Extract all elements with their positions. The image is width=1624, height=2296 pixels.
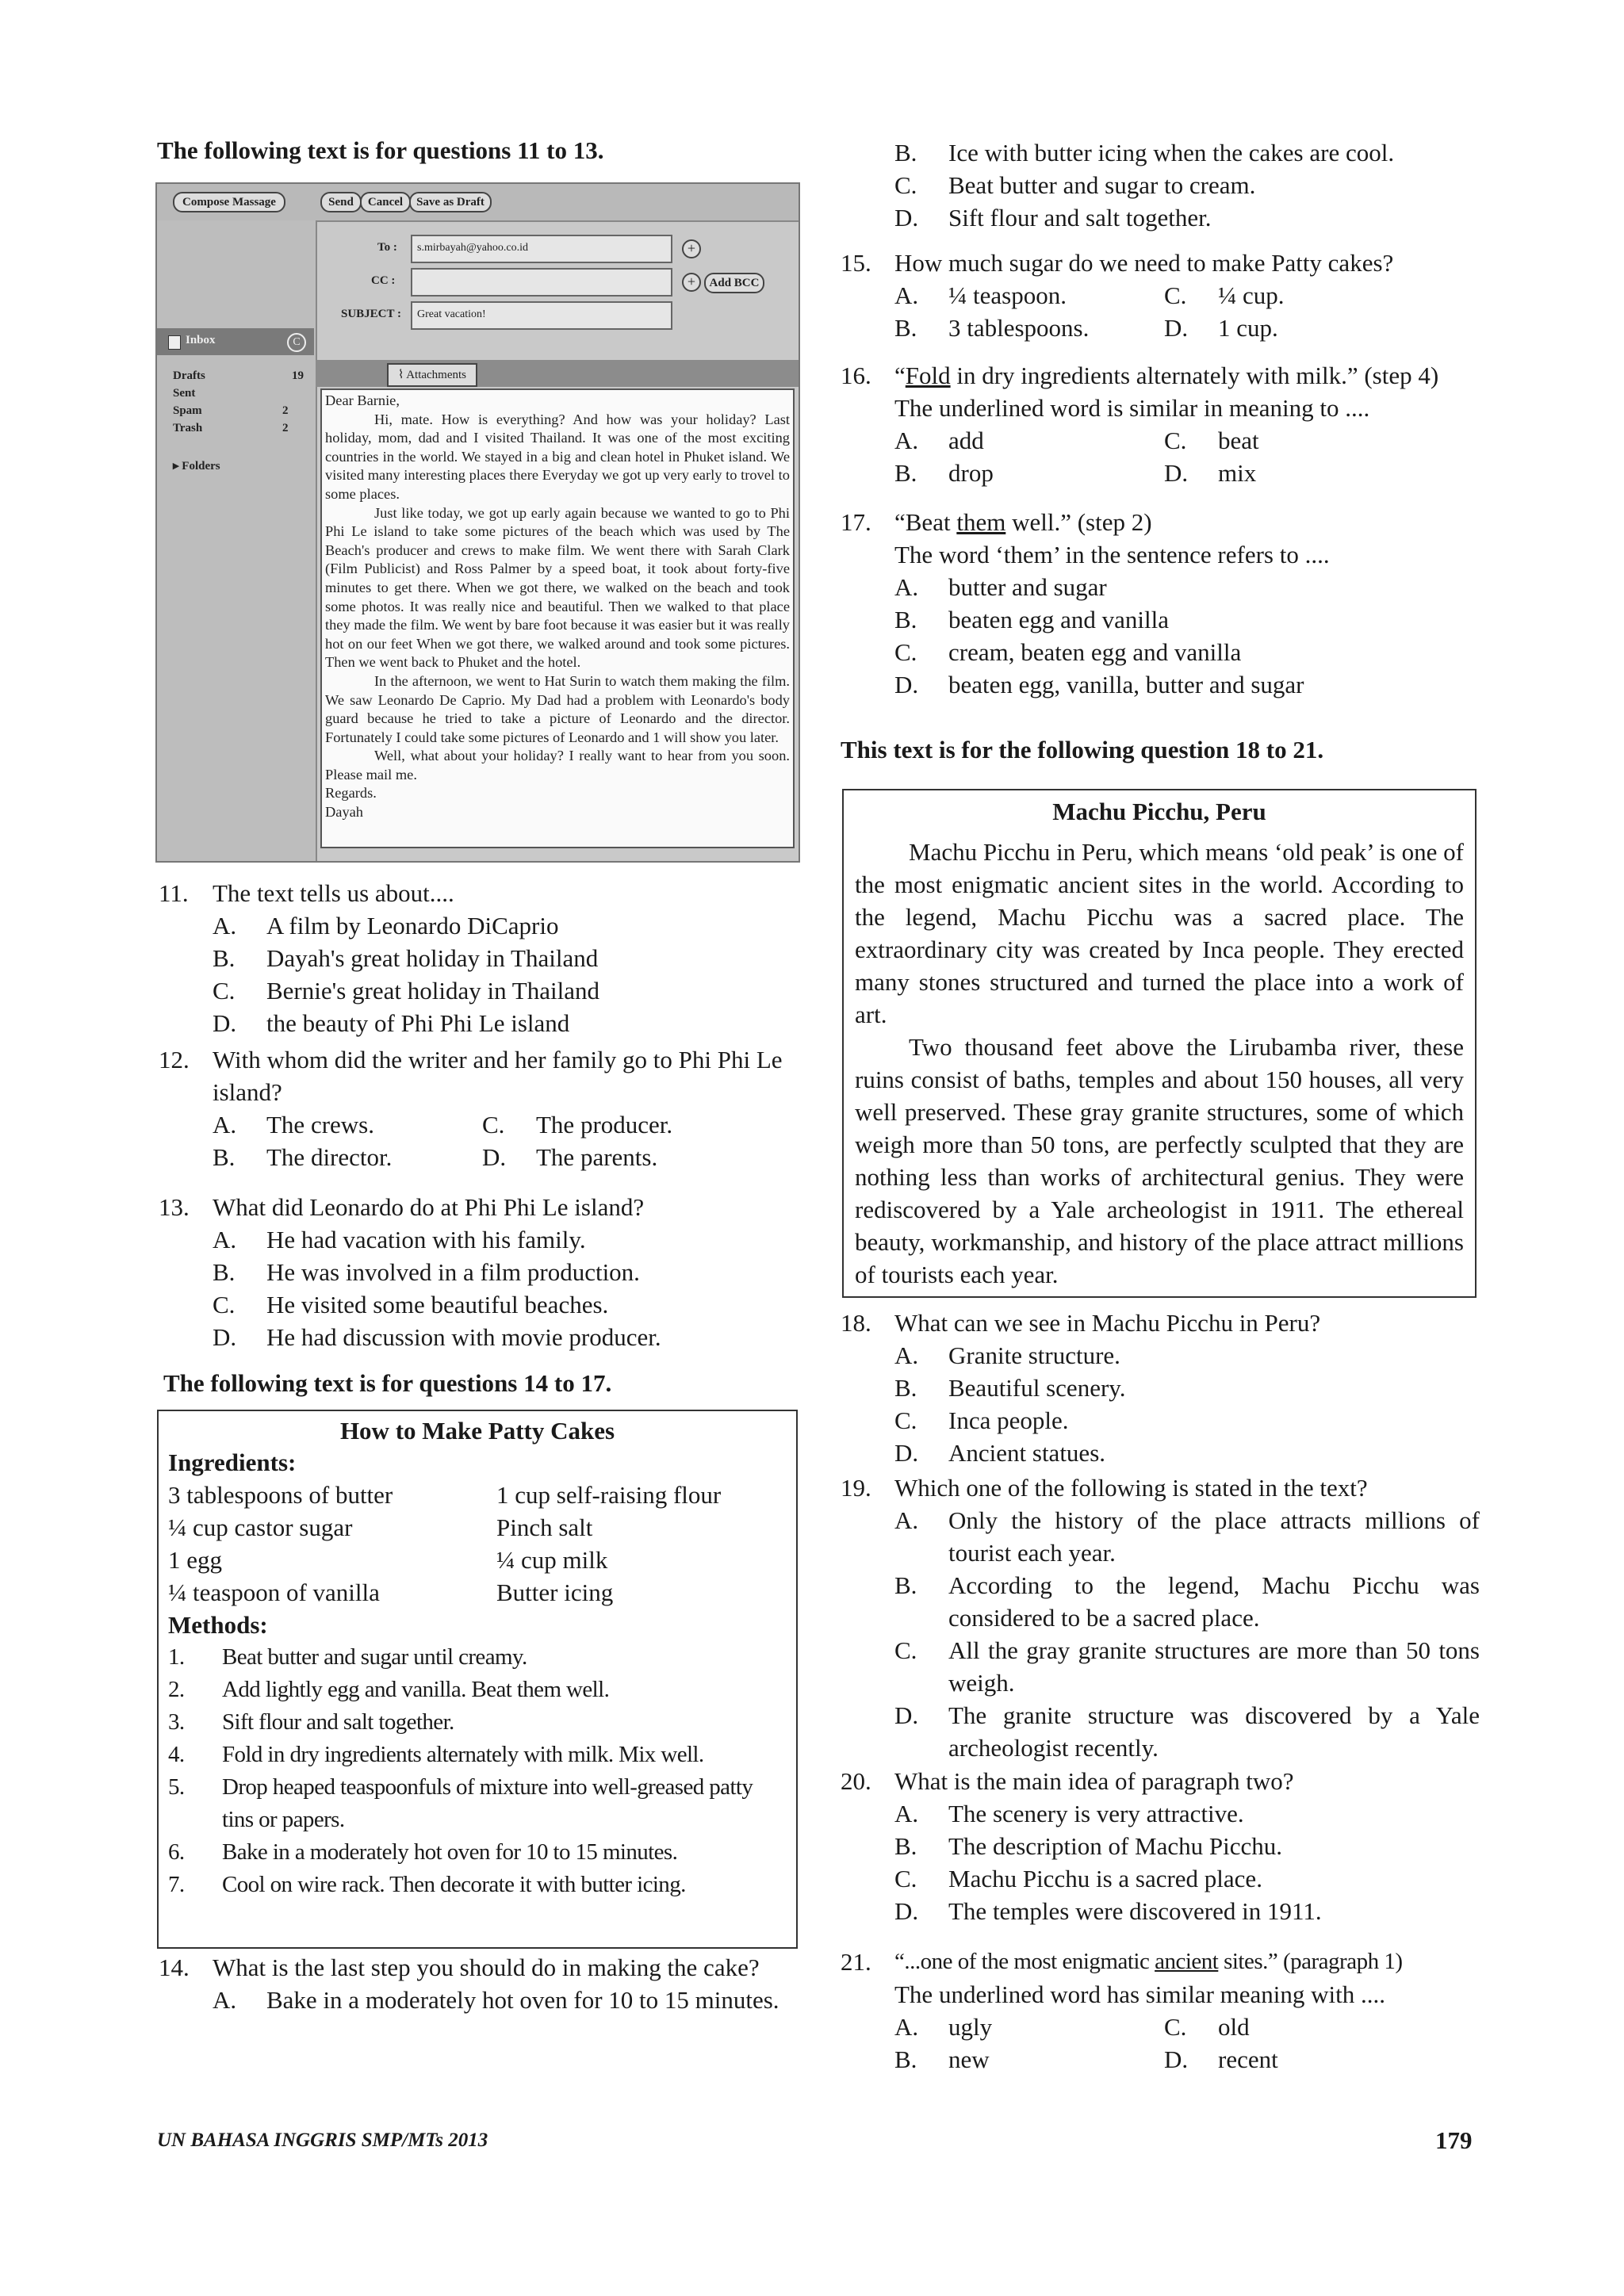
method-step: 1. Beat butter and sugar until creamy.	[168, 1644, 527, 1670]
method-step: 5. Drop heaped teaspoonfuls of mixture into well-greased patty tins or papers.	[168, 1774, 753, 1832]
option-a[interactable]: A. Only the history of the place attracts millions of tourist each year.	[894, 1506, 1480, 1567]
option-d[interactable]: D. Sift flour and salt together.	[894, 204, 1212, 232]
to-field[interactable]: s.mirbayah@yahoo.co.id	[411, 235, 672, 263]
ingredients-right-column	[496, 1479, 721, 1609]
email-signature: Dayah	[325, 804, 363, 821]
option-c[interactable]: C. He visited some beautiful beaches.	[213, 1291, 609, 1318]
underlined-word: Fold	[905, 362, 951, 389]
option-c[interactable]: C.	[1164, 281, 1187, 309]
sidebar-item-spam[interactable]: Spam 2	[173, 404, 289, 417]
ingredient-item: ¼ cup milk	[496, 1546, 608, 1574]
option-b-text: 3 tablespoons.	[948, 314, 1090, 342]
question-stem: How much sugar do we need to make Patty cakes?	[894, 249, 1394, 277]
option-a[interactable]: A. The scenery is very attractive.	[894, 1800, 1244, 1827]
method-step: 7. Cool on wire rack. Then decorate it with butter icing.	[168, 1872, 686, 1897]
option-b[interactable]: B.	[894, 2045, 917, 2073]
option-a[interactable]: A.	[894, 427, 919, 454]
question-number: 16.	[841, 362, 871, 389]
question-21	[841, 1946, 1480, 2076]
chevron-right-icon: ▸	[173, 460, 182, 473]
question-stem: What is the main idea of paragraph two?	[894, 1767, 1294, 1795]
method-step: 3. Sift flour and salt together.	[168, 1709, 454, 1735]
email-body[interactable]	[320, 388, 795, 848]
section-heading-q11-13: The following text is for questions 11 to 13.	[157, 136, 604, 164]
method-step: 6. Bake in a moderately hot oven for 10 to 15 minutes.	[168, 1839, 678, 1865]
option-c[interactable]: C.	[1164, 2013, 1187, 2041]
option-a[interactable]: A. He had vacation with his family.	[213, 1226, 586, 1253]
question-20	[841, 1765, 1475, 1927]
sidebar-item-drafts[interactable]: Drafts 19	[173, 369, 304, 382]
question-stem: Which one of the following is stated in the text?	[894, 1474, 1368, 1502]
to-label: To :	[377, 241, 397, 254]
option-d[interactable]: D.	[482, 1143, 507, 1171]
question-number: 17.	[841, 508, 871, 536]
option-d-text: The parents.	[536, 1143, 658, 1171]
option-c-text: beat	[1218, 427, 1259, 454]
question-number: 20.	[841, 1767, 871, 1795]
option-d-text: recent	[1218, 2045, 1278, 2073]
option-b-text: drop	[948, 459, 994, 487]
sidebar-item-sent[interactable]: Sent	[173, 387, 196, 400]
section-heading-q18-21: This text is for the following question 18 to 21.	[841, 736, 1324, 763]
question-18	[841, 1307, 1475, 1469]
option-a[interactable]: A. Bake in a moderately hot oven for 10 to 15 minutes.	[213, 1986, 779, 2014]
add-cc-icon[interactable]: +	[682, 273, 701, 292]
add-bcc-button[interactable]: Add BCC	[704, 273, 764, 293]
question-number: 15.	[841, 249, 871, 277]
option-d[interactable]: D. He had discussion with movie producer.	[213, 1323, 661, 1351]
underlined-word: them	[956, 508, 1006, 536]
methods-label: Methods:	[168, 1611, 268, 1639]
option-d[interactable]: D. beaten egg, vanilla, butter and sugar	[894, 671, 1304, 698]
option-d-text: 1 cup.	[1218, 314, 1278, 342]
option-b[interactable]: B. According to the legend, Machu Picchu was considered to be a sacred place.	[894, 1571, 1480, 1632]
ingredient-item: ¼ teaspoon of vanilla	[168, 1578, 380, 1606]
option-c[interactable]: C. Bernie's great holiday in Thailand	[213, 977, 599, 1004]
question-14-continued	[841, 136, 1475, 234]
ingredient-item: Pinch salt	[496, 1513, 593, 1541]
cc-field[interactable]	[411, 268, 672, 297]
email-closing: Regards.	[325, 785, 377, 802]
option-b[interactable]: B. Dayah's great holiday in Thailand	[213, 944, 599, 972]
option-a[interactable]: A. A film by Leonardo DiCaprio	[213, 912, 559, 939]
question-number: 14.	[159, 1954, 190, 1981]
option-c-text: ¼ cup.	[1218, 281, 1285, 309]
email-sidebar	[157, 220, 317, 861]
question-number: 19.	[841, 1474, 871, 1502]
option-a-text: ugly	[948, 2013, 993, 2041]
option-c[interactable]: C. Beat butter and sugar to cream.	[894, 171, 1256, 199]
option-b[interactable]: B.	[894, 459, 917, 487]
ingredient-item: 3 tablespoons of butter	[168, 1481, 393, 1509]
subject-label: SUBJECT :	[341, 308, 401, 320]
option-a[interactable]: A. butter and sugar	[894, 573, 1107, 601]
question-17	[841, 506, 1475, 701]
question-stem: The text tells us about....	[213, 879, 454, 907]
question-16	[841, 359, 1475, 489]
ingredient-item: 1 egg	[168, 1546, 223, 1574]
option-a[interactable]: A.	[894, 2013, 919, 2041]
option-c[interactable]: C. cream, beaten egg and vanilla	[894, 638, 1242, 666]
option-a-text: The crews.	[266, 1111, 374, 1138]
email-screenshot	[155, 182, 800, 863]
option-d[interactable]: D.	[1164, 459, 1189, 487]
refresh-icon[interactable]: C	[287, 333, 306, 352]
question-number: 12.	[159, 1046, 190, 1073]
question-13	[159, 1191, 801, 1353]
question-stem: What did Leonardo do at Phi Phi Le island?	[213, 1193, 645, 1221]
email-paragraph-2: Just like today, we got up early again because we wanted to go to Phi Phi Le island to take some pictures of the beach which was used by The Beach's producer and crews to make film. We went there with Sarah Clark (Film Publicist) and Ross Palmer by a speed boat, it took about forty-five minutes to get there. When we got there, we walked on the beach and took some photos. It was really nice and beautiful. Then we walked to that place they made the film. We went by bare foot because it was easier but it was really hot on our feet When we got there, we walked around and took some pictures. Then we went back to Phuket and the hotel.	[325, 504, 790, 671]
email-paragraph-4: Well, what about your holiday? I really want to hear from you soon. Please mail me.	[325, 748, 790, 783]
passage-paragraph-2: Two thousand feet above the Lirubamba river, these ruins consist of baths, temples and about 150 houses, all very well preserved. These gray granite structures, some of which weigh more than 50 tons, are perfectly sculpted that they are nothing less than works of architectural genius. They were rediscovered by a Yale archeologist in 1911. The ethereal beauty, workmanship, and history of the place attract millions of tourists each year.	[855, 1033, 1464, 1288]
ingredient-item: 1 cup self-raising flour	[496, 1481, 722, 1509]
ingredients-left-column	[168, 1479, 393, 1609]
option-d[interactable]: D.	[1164, 2045, 1189, 2073]
passage-paragraph-1: Machu Picchu in Peru, which means ‘old peak’ is one of the most enigmatic ancient sites in the world. According to the legend, Machu Picchu was a sacred place. The extraordinary city was created by Inca people. They erected many stones structured and turned the place into a work of art.	[855, 838, 1464, 1028]
option-b-text: new	[948, 2045, 990, 2073]
option-d[interactable]: D. the beauty of Phi Phi Le island	[213, 1009, 570, 1037]
send-button[interactable]: Send	[320, 192, 362, 212]
underlined-word: ancient	[1155, 1949, 1219, 1974]
sidebar-item-folders[interactable]: ▸ Folders	[173, 460, 220, 473]
methods-list	[168, 1641, 787, 1901]
question-stem: With whom did the writer and her family go to Phi Phi Le island?	[213, 1046, 783, 1106]
compose-button[interactable]: Compose Massage	[173, 192, 285, 212]
attachments-button[interactable]: ⌇ Attachments	[387, 363, 477, 387]
option-d[interactable]: D. Ancient statues.	[894, 1439, 1106, 1467]
option-c[interactable]: C. Machu Picchu is a sacred place.	[894, 1865, 1262, 1892]
option-a[interactable]: A. Granite structure.	[894, 1341, 1120, 1369]
question-number: 21.	[841, 1948, 871, 1976]
email-toolbar	[157, 184, 799, 222]
question-stem-line-2: The word ‘them’ in the sentence refers to ....	[894, 541, 1330, 568]
question-number: 11.	[159, 879, 189, 907]
question-11	[159, 877, 801, 1039]
question-stem: “Beat them well.” (step 2)	[894, 508, 1152, 536]
email-greeting: Dear Barnie,	[325, 392, 400, 408]
footer-exam-title: UN BAHASA INGGRIS SMP/MTs 2013	[157, 2130, 488, 2151]
question-stem: “...one of the most enigmatic ancient sites.” (paragraph 1)	[894, 1949, 1403, 1974]
cancel-button[interactable]: Cancel	[360, 192, 411, 212]
question-stem: What is the last step you should do in making the cake?	[213, 1954, 760, 1981]
option-b[interactable]: B. The description of Machu Picchu.	[894, 1832, 1282, 1860]
paperclip-icon: ⌇	[397, 369, 407, 381]
method-step: 2. Add lightly egg and vanilla. Beat them well.	[168, 1677, 610, 1702]
cc-label: CC :	[371, 274, 396, 287]
question-stem-line-2: The underlined word has similar meaning with ....	[894, 1980, 1386, 2008]
subject-field[interactable]: Great vacation!	[411, 301, 672, 330]
question-number: 18.	[841, 1309, 871, 1337]
email-paragraph-3: In the afternoon, we went to Hat Surin to watch them making the film. We saw Leonardo De Caprio. My Dad had a problem with Leonardo's body guard because he tried to take a picture of Leonardo and the director. Fortunately I could take some pictures of Leonardo and 1 will show you later.	[325, 672, 790, 745]
question-15	[841, 247, 1475, 344]
email-paragraph-1: Hi, mate. How is everything? And how was your holiday? Last holiday, mom, dad and I visited Thailand. It was one of the most exciting countries in the world. We stayed in a big and clean hotel in Phuket island. We visited many interesting places there Everyday we got up very early to trovel to some places.	[325, 411, 790, 502]
option-b[interactable]: B.	[894, 314, 917, 342]
option-b[interactable]: B.	[213, 1143, 236, 1171]
inbox-item[interactable]	[157, 328, 314, 355]
reading-passage-box	[842, 789, 1477, 1298]
page-number: 179	[1435, 2126, 1473, 2154]
option-b[interactable]: B. beaten egg and vanilla	[894, 606, 1170, 633]
question-14	[159, 1951, 798, 2016]
save-draft-button[interactable]: Save as Draft	[409, 192, 492, 212]
question-19	[841, 1471, 1480, 1764]
ingredient-item: ¼ cup castor sugar	[168, 1513, 353, 1541]
ingredient-item: Butter icing	[496, 1578, 614, 1606]
option-a-text: add	[948, 427, 984, 454]
option-c[interactable]: C.	[482, 1111, 505, 1138]
method-step: 4. Fold in dry ingredients alternately with milk. Mix well.	[168, 1742, 704, 1767]
option-c[interactable]: C. All the gray granite structures are more than 50 tons weigh.	[894, 1636, 1480, 1697]
option-d[interactable]: D.	[1164, 314, 1189, 342]
recipe-title: How to Make Patty Cakes	[339, 1417, 615, 1445]
add-to-icon[interactable]: +	[682, 239, 701, 258]
option-c[interactable]: C. Inca people.	[894, 1406, 1069, 1434]
option-a-text: ¼ teaspoon.	[948, 281, 1067, 309]
option-c-text: The producer.	[536, 1111, 673, 1138]
option-c[interactable]: C.	[1164, 427, 1187, 454]
option-a[interactable]: A.	[894, 281, 919, 309]
option-c-text: old	[1218, 2013, 1250, 2041]
question-12: 12. With whom did the writer and her family go to Phi Phi Le island? A. The crews. C. The producer. B. The director. D. The parents.	[159, 1043, 801, 1173]
ingredients-label: Ingredients:	[168, 1448, 297, 1476]
option-d[interactable]: D. The granite structure was discovered by a Yale archeologist recently.	[894, 1701, 1480, 1762]
passage-title: Machu Picchu, Peru	[1052, 798, 1266, 825]
option-d[interactable]: D. The temples were discovered in 1911.	[894, 1897, 1322, 1925]
option-d-text: mix	[1218, 459, 1257, 487]
option-b[interactable]: B. Ice with butter icing when the cakes are cool.	[894, 139, 1395, 166]
recipe-box	[157, 1410, 798, 1949]
option-b[interactable]: B. He was involved in a film production.	[213, 1258, 640, 1286]
section-heading-q14-17: The following text is for questions 14 to 17.	[163, 1369, 612, 1397]
question-stem: “Fold in dry ingredients alternately with milk.” (step 4) The underlined word is similar in meaning to ....	[894, 362, 1439, 422]
sidebar-item-trash[interactable]: Trash 2	[173, 422, 289, 434]
option-b[interactable]: B. Beautiful scenery.	[894, 1374, 1126, 1402]
option-b-text: The director.	[266, 1143, 393, 1171]
question-stem: What can we see in Machu Picchu in Peru?	[894, 1309, 1321, 1337]
inbox-label: Inbox	[186, 334, 216, 346]
inbox-icon	[168, 335, 181, 350]
question-number: 13.	[159, 1193, 190, 1221]
